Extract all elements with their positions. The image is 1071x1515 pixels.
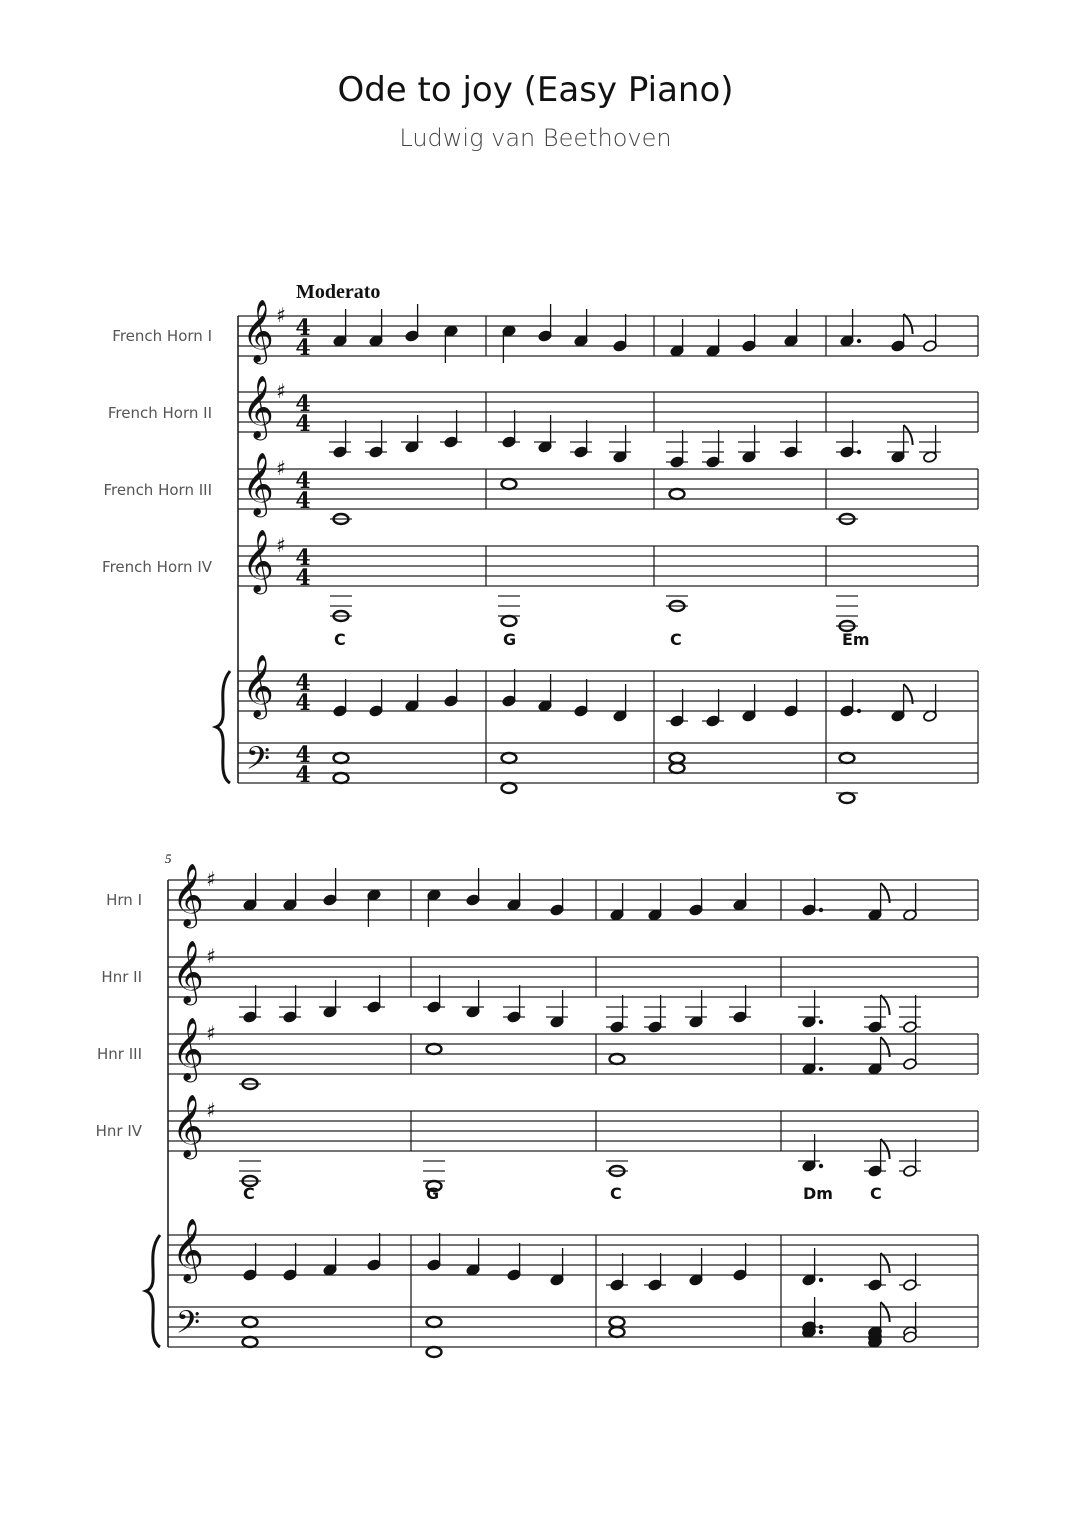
time-signature-top: 4 — [295, 670, 311, 696]
whole-note — [243, 1337, 258, 1347]
whole-note — [502, 616, 517, 626]
chord-symbol: C — [610, 1184, 622, 1203]
chord-symbol: Dm — [803, 1184, 833, 1203]
instrument-label-horn-4: French Horn IV — [102, 558, 212, 576]
treble-clef-icon: 𝄞 — [242, 375, 274, 438]
instrument-label-horn-2: French Horn II — [107, 404, 212, 422]
note-dot — [819, 1067, 823, 1071]
sharp-icon: ♯ — [206, 867, 216, 891]
note-dot — [857, 709, 861, 713]
whole-note — [610, 1327, 625, 1337]
chord-symbol: C — [670, 630, 682, 649]
brace — [146, 1235, 160, 1347]
sharp-icon: ♯ — [276, 533, 286, 557]
whole-note — [670, 489, 685, 499]
chord-symbol: C — [243, 1184, 255, 1203]
time-signature-top: 4 — [295, 545, 311, 571]
treble-clef-icon: 𝄞 — [242, 452, 274, 515]
whole-note — [334, 753, 349, 763]
treble-clef-icon: 𝄞 — [242, 299, 274, 362]
whole-note — [670, 753, 685, 763]
whole-note — [427, 1317, 442, 1327]
whole-note — [334, 773, 349, 783]
sharp-icon: ♯ — [206, 1021, 216, 1045]
sharp-icon: ♯ — [276, 456, 286, 480]
whole-note — [840, 753, 855, 763]
note-flag — [881, 1302, 890, 1322]
time-signature-bottom: 4 — [295, 565, 311, 591]
treble-clef-icon: 𝄞 — [172, 1094, 204, 1157]
note-flag — [881, 1253, 890, 1273]
treble-clef-icon: 𝄞 — [242, 654, 274, 717]
whole-note — [610, 1317, 625, 1327]
sharp-icon: ♯ — [206, 944, 216, 968]
treble-clef-icon: 𝄞 — [242, 529, 274, 592]
note-dot — [857, 450, 861, 454]
whole-note — [243, 1317, 258, 1327]
score-title: Ode to joy (Easy Piano) — [337, 70, 734, 110]
bass-clef-icon: 𝄢 — [175, 1304, 201, 1348]
whole-note — [502, 479, 517, 489]
time-signature-bottom: 4 — [295, 488, 311, 514]
note-dot — [819, 908, 823, 912]
chord-symbol: Em — [842, 630, 870, 649]
whole-note — [840, 793, 855, 803]
tempo-marking: Moderato — [296, 281, 381, 303]
time-signature-top: 4 — [295, 315, 311, 341]
note-dot — [857, 339, 861, 343]
sharp-icon: ♯ — [276, 303, 286, 327]
time-signature-bottom: 4 — [295, 690, 311, 716]
instrument-label-horn-1: French Horn I — [112, 327, 212, 345]
time-signature-top: 4 — [295, 468, 311, 494]
instrument-label-horn-2-short: Hnr II — [101, 968, 142, 986]
note-dot — [819, 1330, 823, 1334]
whole-note — [670, 763, 685, 773]
treble-clef-icon: 𝄞 — [172, 1218, 204, 1281]
whole-note — [502, 753, 517, 763]
note-dot — [819, 1278, 823, 1282]
chord-symbol: G — [426, 1184, 440, 1203]
instrument-label-horn-4-short: Hnr IV — [95, 1122, 142, 1140]
time-signature-top: 4 — [295, 391, 311, 417]
time-signature-top: 4 — [295, 742, 311, 768]
whole-note — [427, 1347, 442, 1357]
instrument-label-horn-3-short: Hnr III — [97, 1045, 142, 1063]
composer-name: Ludwig van Beethoven — [399, 124, 672, 152]
note-flag — [881, 1139, 890, 1159]
sharp-icon: ♯ — [276, 379, 286, 403]
brace — [216, 671, 230, 783]
time-signature-bottom: 4 — [295, 335, 311, 361]
chord-symbol: C — [334, 630, 346, 649]
measure-number: 5 — [165, 851, 172, 866]
note-dot — [819, 1164, 823, 1168]
whole-note — [610, 1054, 625, 1064]
sharp-icon: ♯ — [206, 1098, 216, 1122]
treble-clef-icon: 𝄞 — [172, 863, 204, 926]
note-dot — [819, 1325, 823, 1329]
instrument-label-horn-3: French Horn III — [103, 481, 212, 499]
treble-clef-icon: 𝄞 — [172, 940, 204, 1003]
bass-clef-icon: 𝄢 — [245, 740, 271, 784]
note-flag — [881, 995, 890, 1015]
treble-clef-icon: 𝄞 — [172, 1017, 204, 1080]
whole-note — [427, 1044, 442, 1054]
time-signature-bottom: 4 — [295, 411, 311, 437]
instrument-label-horn-1-short: Hrn I — [106, 891, 142, 909]
time-signature-bottom: 4 — [295, 762, 311, 788]
whole-note — [427, 1181, 442, 1191]
whole-note — [502, 783, 517, 793]
note-dot — [819, 1020, 823, 1024]
chord-symbol: C — [870, 1184, 882, 1203]
note-flag — [904, 314, 913, 334]
chord-symbol: G — [503, 630, 517, 649]
